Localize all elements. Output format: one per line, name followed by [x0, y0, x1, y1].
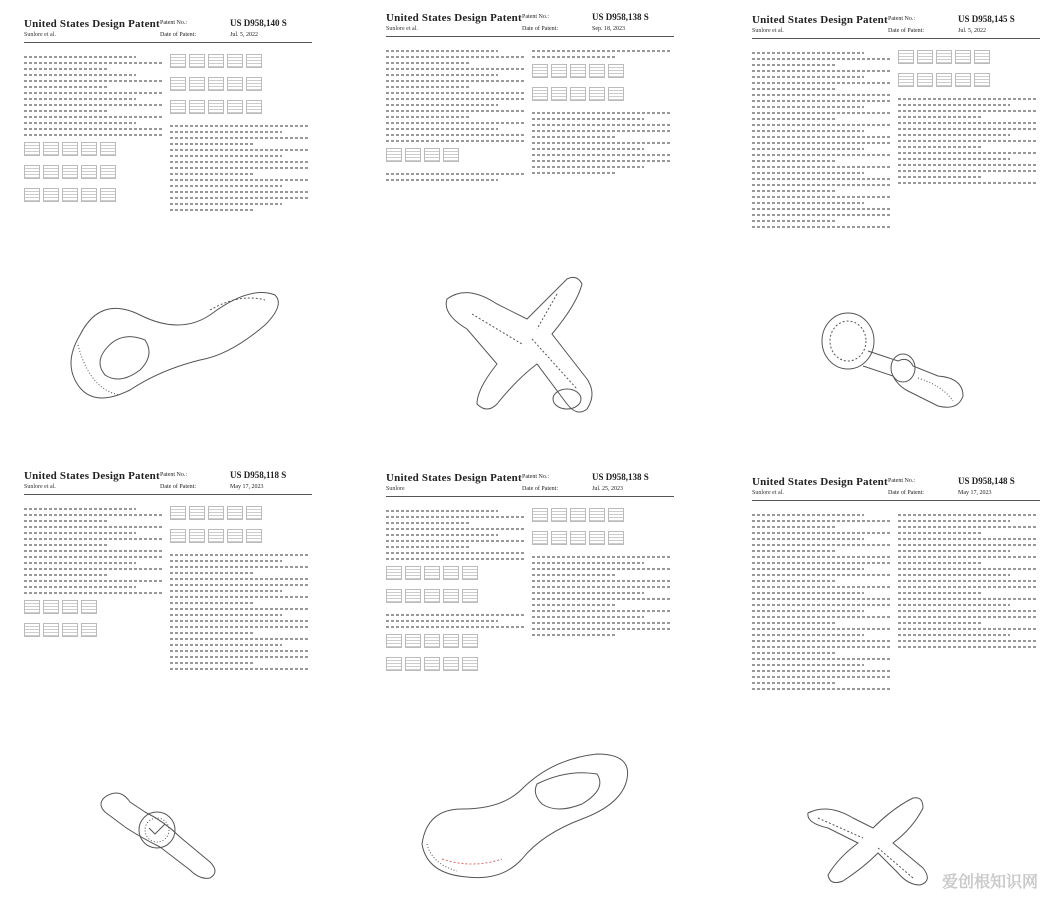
- patent-no-label: Patent No.:: [160, 20, 187, 26]
- patent-sheet-2: [372, 4, 702, 434]
- sheet-inventor: Sunlore et al.: [24, 32, 56, 38]
- left-column: [24, 504, 164, 644]
- date-label: Date of Patent:: [888, 490, 924, 496]
- date-label: Date of Patent:: [160, 484, 196, 490]
- design-drawing-2: [427, 269, 627, 429]
- right-column: [898, 48, 1038, 188]
- left-column: [752, 48, 892, 232]
- sheet-title: United States Design Patent: [386, 472, 522, 484]
- site-watermark: 爱创根知识网: [941, 872, 1038, 891]
- design-drawing-3: [813, 306, 973, 416]
- patent-date: Sep. 18, 2023: [592, 26, 625, 32]
- right-column: [170, 52, 310, 215]
- header-rule: [24, 494, 312, 495]
- patent-sheet-6: [738, 468, 1046, 898]
- patent-number: US D958,148 S: [958, 476, 1015, 486]
- sheet-inventor: Sunlore et al.: [24, 484, 56, 490]
- patent-sheet-4: [10, 462, 340, 892]
- right-column: [898, 510, 1038, 652]
- left-column: [752, 510, 892, 694]
- header-rule: [24, 42, 312, 43]
- sheet-title: United States Design Patent: [752, 476, 888, 488]
- header-rule: [386, 496, 674, 497]
- patent-no-label: Patent No.:: [160, 472, 187, 478]
- patent-date: May 17, 2023: [230, 484, 264, 490]
- patent-sheet-3: [738, 6, 1046, 436]
- patent-sheet-5: [372, 464, 702, 894]
- patent-sheet-1: [10, 10, 340, 440]
- patent-no-label: Patent No.:: [522, 474, 549, 480]
- right-column: [532, 46, 672, 178]
- right-column: [532, 506, 672, 640]
- sheet-title: United States Design Patent: [386, 12, 522, 24]
- sheet-title: United States Design Patent: [752, 14, 888, 26]
- design-drawing-1: [60, 275, 290, 415]
- design-drawing-5: [412, 749, 642, 884]
- patent-date: Jul. 25, 2023: [592, 486, 624, 492]
- patent-number: US D958,140 S: [230, 18, 287, 28]
- header-rule: [386, 36, 674, 37]
- date-label: Date of Patent:: [888, 28, 924, 34]
- sheet-inventor: Sunlore: [386, 486, 405, 492]
- left-column: [24, 52, 164, 209]
- sheet-inventor: Sunlore et al.: [386, 26, 418, 32]
- sheet-inventor: Sunlore et al.: [752, 28, 784, 34]
- right-column: [170, 504, 310, 674]
- patent-no-label: Patent No.:: [522, 14, 549, 20]
- date-label: Date of Patent:: [522, 26, 558, 32]
- patent-date: Jul. 5, 2022: [230, 32, 259, 38]
- header-rule: [752, 38, 1040, 39]
- patent-date: May 17, 2023: [958, 490, 992, 496]
- patent-number: US D958,138 S: [592, 12, 649, 22]
- left-column: [386, 506, 526, 678]
- patent-no-label: Patent No.:: [888, 478, 915, 484]
- sheet-inventor: Sunlore et al.: [752, 490, 784, 496]
- header-rule: [752, 500, 1040, 501]
- patent-number: US D958,118 S: [230, 470, 287, 480]
- patent-number: US D958,138 S: [592, 472, 649, 482]
- sheet-title: United States Design Patent: [24, 18, 160, 30]
- date-label: Date of Patent:: [522, 486, 558, 492]
- date-label: Date of Patent:: [160, 32, 196, 38]
- sheet-title: United States Design Patent: [24, 470, 160, 482]
- patent-number: US D958,145 S: [958, 14, 1015, 24]
- patent-date: Jul. 5, 2022: [958, 28, 987, 34]
- left-column: [386, 46, 526, 185]
- design-drawing-4: [85, 782, 235, 882]
- patent-no-label: Patent No.:: [888, 16, 915, 22]
